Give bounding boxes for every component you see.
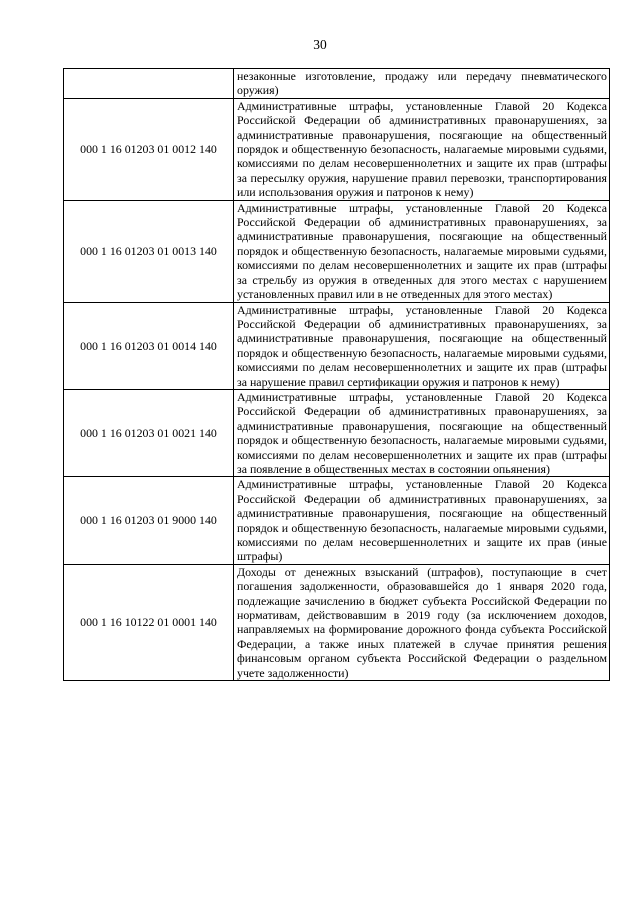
row-code: 000 1 16 01203 01 0021 140 <box>64 389 234 476</box>
row-code: 000 1 16 01203 01 0012 140 <box>64 98 234 200</box>
page-number: 30 <box>313 37 327 52</box>
table-row <box>64 564 610 680</box>
row-description: Административные штрафы, установленные Главой 20 Кодекса Российской Федерации об административных правонарушениях, за административные правонарушения, посягающие на общественный порядок и общественную безопасность, налагаемые мировыми судьями, комиссиями по делам несовершеннолетних и защите их прав (штрафы за пересылку оружия, нарушение правил перевозки, транспортирования или использования оружия и патронов к нему) <box>234 98 610 200</box>
table-row <box>64 98 610 200</box>
row-description: Доходы от денежных взысканий (штрафов), поступающие в счет погашения задолженности, образовавшейся до 1 января 2020 года, подлежащие зачислению в бюджет субъекта Российской Федерации по нормативам, действовавшим в 2019 году (за исключением доходов, направляемых на формирование дорожного фонда субъекта Российской Федерации, а также иных платежей в случае принятия решения финансовым органом субъекта Российской Федерации о раздельном учете задолженности) <box>234 564 610 680</box>
row-description: Административные штрафы, установленные Главой 20 Кодекса Российской Федерации об административных правонарушениях, за административные правонарушения, посягающие на общественный порядок и общественную безопасность, налагаемые мировыми судьями, комиссиями по делам несовершеннолетних и защите их прав (штрафы за стрельбу из оружия в отведенных для этого местах с нарушением установленных правил или в не отведенных для этого местах) <box>234 200 610 302</box>
row-description: Административные штрафы, установленные Главой 20 Кодекса Российской Федерации об административных правонарушениях, за административные правонарушения, посягающие на общественный порядок и общественную безопасность, налагаемые мировыми судьями, комиссиями по делам несовершеннолетних и защите их прав (иные штрафы) <box>234 477 610 564</box>
budget-codes-table <box>63 68 610 681</box>
row-code: 000 1 16 01203 01 0014 140 <box>64 302 234 389</box>
row-code: 000 1 16 01203 01 0013 140 <box>64 200 234 302</box>
table-row <box>64 477 610 564</box>
table-row <box>64 389 610 476</box>
table-row <box>64 69 610 99</box>
row-code: 000 1 16 01203 01 9000 140 <box>64 477 234 564</box>
row-description: незаконные изготовление, продажу или передачу пневматического оружия) <box>234 69 610 99</box>
table-row <box>64 200 610 302</box>
row-description: Административные штрафы, установленные Главой 20 Кодекса Российской Федерации об административных правонарушениях, за административные правонарушения, посягающие на общественный порядок и общественную безопасность, налагаемые мировыми судьями, комиссиями по делам несовершеннолетних и защите их прав (штрафы за нарушение правил сертификации оружия и патронов к нему) <box>234 302 610 389</box>
row-code <box>64 69 234 99</box>
table-row <box>64 302 610 389</box>
row-code: 000 1 16 10122 01 0001 140 <box>64 564 234 680</box>
row-description: Административные штрафы, установленные Главой 20 Кодекса Российской Федерации об административных правонарушениях, за административные правонарушения, посягающие на общественный порядок и общественную безопасность, налагаемые мировыми судьями, комиссиями по делам несовершеннолетних и защите их прав (штрафы за появление в общественных местах в состоянии опьянения) <box>234 389 610 476</box>
